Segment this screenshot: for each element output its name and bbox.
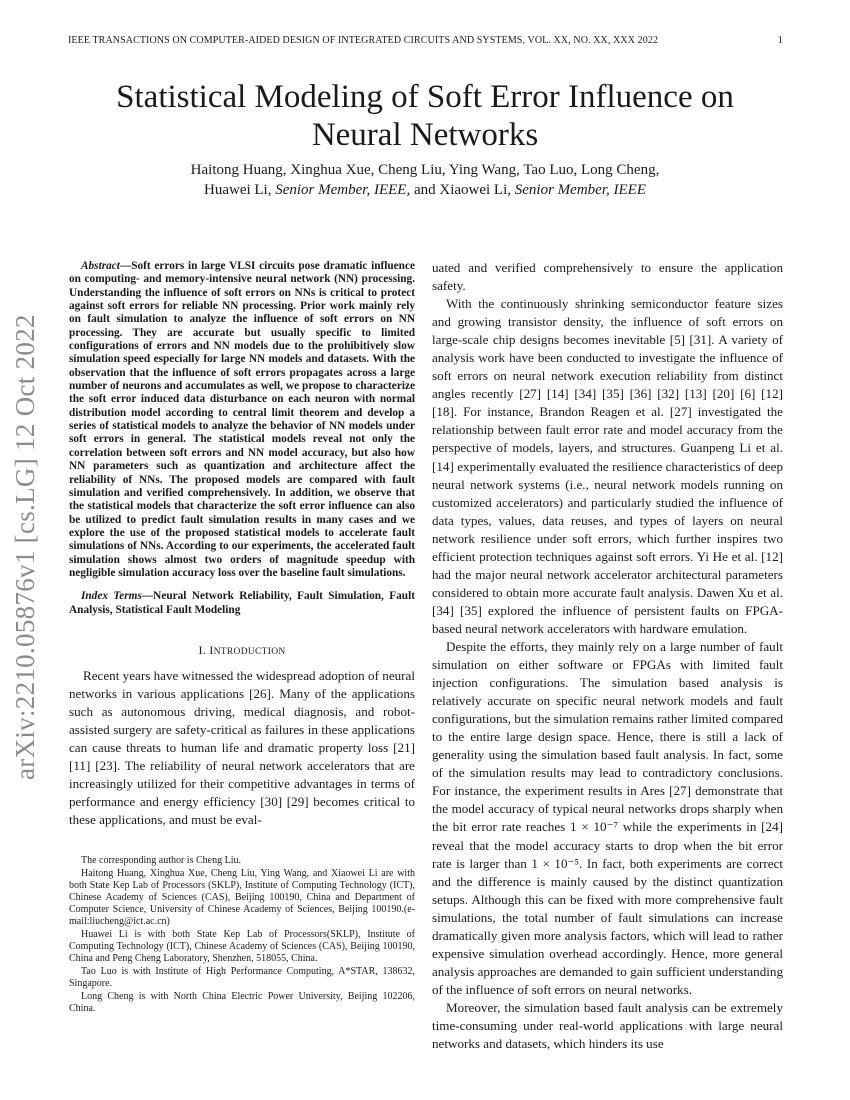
footnote: Tao Luo is with Institute of High Performance Computing, A*STAR, 138632, Singapore. bbox=[69, 966, 415, 990]
author-title: Senior Member, IEEE bbox=[514, 182, 646, 198]
paragraph: Moreover, the simulation based fault analysis can be extremely time-consuming under real-world applications with large neural networks and datasets, which hinders its use bbox=[432, 999, 783, 1052]
journal-header: IEEE TRANSACTIONS ON COMPUTER-AIDED DESIGN OF INTEGRATED CIRCUITS AND SYSTEMS, VOL. XX, NO. XX, XXX 2022 bbox=[68, 35, 659, 46]
author-name: Huawei Li, bbox=[204, 182, 276, 198]
author-title: Senior Member, IEEE, bbox=[275, 182, 411, 198]
footnote: Huawei Li is with both State Kep Lab of Processors(SKLP), Institute of Computing Technology (ICT), Chinese Academy of Sciences (CAS), Beijing 100190, China and Peng Cheng Laboratory, Shenzhen, 518055, China. bbox=[69, 929, 415, 965]
index-terms-label: Index Terms bbox=[81, 590, 142, 603]
footnote: Long Cheng is with North China Electric Power University, Beijing 102206, China. bbox=[69, 991, 415, 1015]
abstract bbox=[69, 260, 415, 580]
paragraph: With the continuously shrinking semiconductor feature sizes and growing transistor density, the influence of soft errors on large-scale chip designs becomes inevitable [5] [31]. A variety of analysis work have been conducted to investigate the influence of soft errors on neural network execution reliability from distinct angles recently [27] [14] [34] [35] [36] [32] [13] [20] [6] [12] [18]. For instance, Brandon Reagen et al. [27] investigated the relationship between fault error rate and model accuracy from the perspective of models, layers, and structures. Guanpeng Li et al. [14] experimentally evaluated the resilience characteristics of deep neural network systems (i.e., neural network models running on customized accelerators) and particularly studied the influence of data types, values, data reuses, and types of layers on neural network resilience under soft errors, which further inspires two efficient protection techniques against soft errors. Yi He et al. [12] had the major neural network accelerator architectural parameters considered to obtain more accurate fault analysis. Dawen Xu et al. [34] [35] explored the influence of persistent faults on FPGA-based neural network accelerators with hardware emulation. bbox=[432, 296, 783, 636]
title-line: Statistical Modeling of Soft Error Influence on bbox=[116, 79, 734, 115]
page-number: 1 bbox=[777, 35, 783, 46]
index-terms bbox=[69, 590, 415, 617]
index-terms-text: —Neural Network Reliability, Fault Simulation, Fault Analysis, Statistical Fault Modeling bbox=[69, 590, 415, 616]
abstract-label: Abstract bbox=[81, 260, 120, 272]
paragraph: uated and verified comprehensively to ensure the application safety. bbox=[432, 260, 783, 294]
footnote: Haitong Huang, Xinghua Xue, Cheng Liu, Ying Wang, and Xiaowei Li are with both State Kep Lab of Processors (SKLP), Institute of Computing Technology (ICT), Chinese Academy of Sciences (CAS), Beijing 100190, China and Department of Computer Science, University of Chinese Academy of Sciences, Beijing 100190.(e-mail:liucheng@ict.ac.cn) bbox=[69, 868, 415, 928]
authors-line: Haitong Huang, Xinghua Xue, Cheng Liu, Ying Wang, Tao Luo, Long Cheng, bbox=[190, 162, 660, 178]
title-line: Neural Networks bbox=[311, 117, 539, 153]
abstract-text: —Soft errors in large VLSI circuits pose dramatic influence on computing- and memory-intensive neural network (NN) processing. Understanding the influence of soft errors on NNs is critical to protect against soft errors for reliable NN processing. Prior work mainly rely on fault simulation to analyze the influence of soft errors on NN processing. They are accurate but usually specific to limited configurations of errors and NN models due to the prohibitively slow simulation speed especially for large NN models and datasets. With the observation that the influence of soft errors propagates across a large number of neurons and accumulates as well, we propose to characterize the soft error induced data disturbance on each neuron with normal distribution model according to central limit theorem and develop a series of statistical models to analyze the behavior of NN models under soft errors in general. The statistical models reveal not only the correlation between soft errors and NN model accuracy, but also how NN parameters such as quantization and architecture affect the reliability of NNs. The proposed models are compared with fault simulation and verified comprehensively. In addition, we observe that the statistical models that characterize the soft error influence can also be utilized to predict fault simulation results in many cases and we explore the use of the proposed statistical models to accelerate fault simulations of NNs. According to our experiments, the accelerated fault simulation shows almost two orders of magnitude speedup with negligible simulation accuracy loss over the baseline fault simulations. bbox=[69, 260, 415, 579]
footnote: The corresponding author is Cheng Liu. bbox=[81, 855, 241, 867]
author-name: and Xiaowei Li, bbox=[410, 182, 515, 198]
running-head bbox=[68, 35, 783, 46]
paragraph: Recent years have witnessed the widespread adoption of neural networks in various applications [26]. Many of the applications such as autonomous driving, medical diagnosis, and robot-assisted surgery are safety-critical as failures in these applications can cause threats to human life and dramatic property loss [21] [11] [23]. The reliability of neural network accelerators that are increasingly utilized for their competitive advantages in terms of performance and energy efficiency [30] [29] becomes critical to these applications, and must be eval- bbox=[69, 667, 415, 828]
paragraph: Despite the efforts, they mainly rely on a large number of fault simulation on either software or FPGAs with limited fault injection configurations. The simulation based analysis is relatively accurate on specific neural network models and fault configurations, but the simulation remains rather limited compared to the entire large design space. Hence, there is still a lack of generality using the simulation based fault analysis. In fact, some of the simulation results may lead to contradictory conclusions. For instance, the experiment results in Ares [27] demonstrate that the model accuracy of typical neural networks drops sharply when the bit error rate reaches 1 × 10⁻⁷ while the experiments in [24] reveal that the model accuracy starts to drop when the bit error rate is larger than 1 × 10⁻⁵. In fact, both experiments are correct and the difference is mainly caused by the distinct quantization setups. Although this can be fixed with more comprehensive fault simulations, the total number of fault simulations can increase dramatically given more analysis factors, which will lead to rather expensive simulation overhead accordingly. Hence, more general analysis approaches are demanded to gain sufficient understanding of the influence of soft errors on neural networks. bbox=[432, 638, 783, 997]
left-column bbox=[69, 260, 415, 1016]
arxiv-stamp: arXiv:2210.05876v1 [cs.LG] 12 Oct 2022 bbox=[10, 314, 40, 780]
authors-line bbox=[60, 180, 790, 200]
section-heading: I. INTRODUCTION bbox=[198, 642, 286, 657]
footnotes bbox=[69, 855, 415, 1015]
right-column bbox=[432, 259, 783, 1053]
paper-title bbox=[60, 78, 790, 154]
author-list bbox=[60, 160, 790, 200]
